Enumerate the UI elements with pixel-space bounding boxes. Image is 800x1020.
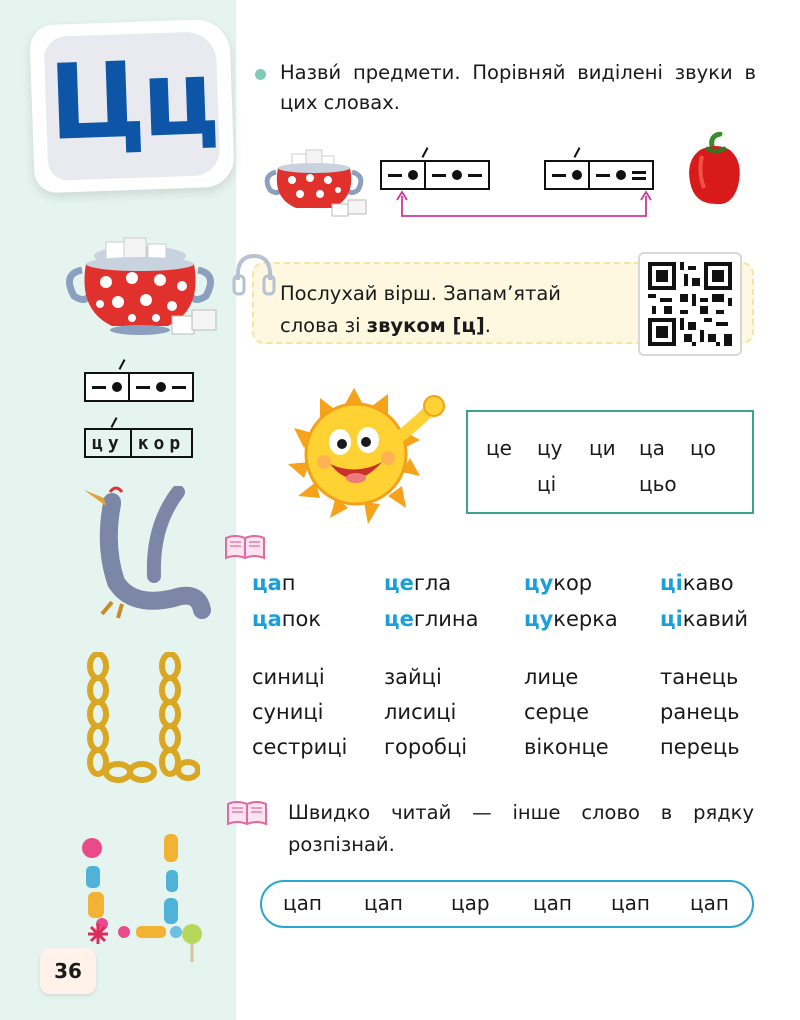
qr-code-graphic	[640, 254, 740, 354]
sound-label: звуком [ц]	[366, 314, 485, 337]
word-highlight: цапок	[252, 607, 322, 631]
word: лице	[524, 665, 579, 689]
sugar-bowl-icon	[60, 230, 224, 350]
syllable: цьо	[639, 472, 677, 496]
stress-mark	[422, 147, 429, 158]
letter-card-inner	[44, 31, 221, 181]
sound-scheme-sidebar	[84, 372, 194, 402]
syllable: це	[486, 436, 512, 460]
book-icon	[226, 798, 268, 828]
qr-code-icon[interactable]	[638, 252, 742, 356]
fast-read-task: Швидко читай — інше слово в рядку розпізнай.	[288, 801, 754, 856]
word-highlight: цегла	[384, 571, 452, 595]
syllable: цу	[537, 436, 563, 460]
fast-word: цап	[364, 891, 403, 915]
word: ранець	[660, 700, 740, 724]
word: перець	[660, 735, 740, 759]
sun-icon	[284, 384, 456, 524]
letter-card	[29, 19, 235, 194]
task-bullet	[255, 69, 266, 80]
syllable-2: кор	[130, 430, 192, 456]
big-letter: Цц	[46, 36, 217, 164]
word: лисиці	[384, 700, 457, 724]
word: зайці	[384, 665, 442, 689]
word: серце	[524, 700, 590, 724]
syllables-frame	[466, 410, 754, 514]
sound-scheme-1	[380, 160, 490, 190]
syllable-1: цу	[92, 433, 124, 454]
bell-pepper-icon	[686, 132, 744, 208]
sound-scheme-2	[544, 160, 654, 190]
syllable: ци	[589, 436, 616, 460]
task-1-text: Назви́ предмети. Порівняй виділені звуки в цих словах.	[280, 61, 756, 114]
word-highlight: цікаво	[660, 571, 734, 595]
page-number: 36	[40, 948, 96, 994]
fast-word: цап	[611, 891, 650, 915]
headphones-icon[interactable]	[230, 250, 278, 300]
listen-text: Послухай вірш. Запам’ятай слова зі звуком [ц].	[280, 282, 561, 337]
syllable: ці	[537, 472, 557, 496]
syllable-word-box	[84, 428, 193, 458]
chain-letter-icon	[84, 652, 200, 788]
word: горобці	[384, 735, 468, 759]
fast-word: цап	[533, 891, 572, 915]
word: суниці	[252, 700, 324, 724]
word-highlight: цікавий	[660, 607, 748, 631]
heron-letter-icon	[82, 486, 212, 626]
book-icon	[224, 532, 266, 562]
word: сестриці	[252, 735, 348, 759]
word: віконце	[524, 735, 609, 759]
word: синиці	[252, 665, 325, 689]
stress-mark	[574, 147, 581, 158]
connect-arrow	[396, 190, 652, 224]
fast-word: цар	[451, 891, 490, 915]
fast-word: цап	[690, 891, 729, 915]
word-highlight: цеглина	[384, 607, 479, 631]
fast-word: цап	[283, 891, 322, 915]
word-highlight: цукор	[524, 571, 593, 595]
candy-letter-icon	[78, 822, 210, 966]
fast-read-box	[260, 880, 754, 928]
word-highlight: цап	[252, 571, 296, 595]
syllable: ца	[639, 436, 665, 460]
syllable: цо	[690, 436, 716, 460]
word: танець	[660, 665, 739, 689]
sugar-bowl-icon	[262, 148, 376, 222]
word-highlight: цукерка	[524, 607, 618, 631]
